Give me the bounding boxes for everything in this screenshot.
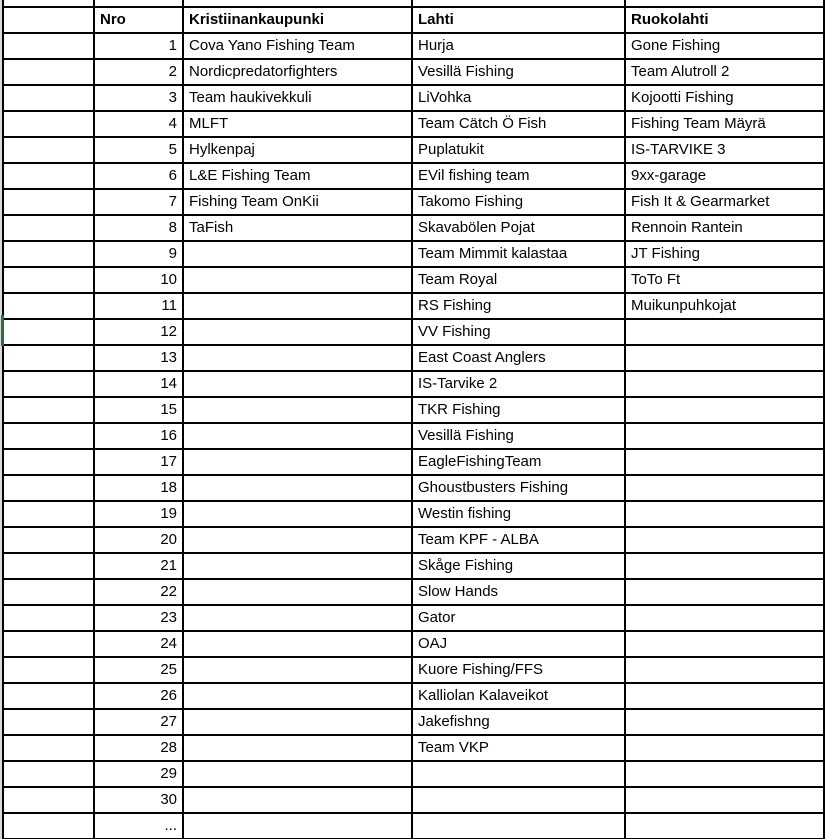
cell-blank[interactable] bbox=[3, 293, 94, 319]
cell-lahti[interactable]: IS-Tarvike 2 bbox=[412, 371, 625, 397]
cell-nro[interactable]: 27 bbox=[94, 709, 183, 735]
cell-lahti[interactable]: Team VKP bbox=[412, 735, 625, 761]
cell-ruokolahti[interactable] bbox=[625, 319, 824, 345]
table-row bbox=[3, 553, 824, 579]
cell-kristiinankaupunki[interactable]: Cova Yano Fishing Team bbox=[183, 33, 412, 59]
table-row bbox=[3, 735, 824, 761]
teams-table bbox=[2, 0, 825, 839]
table-row bbox=[3, 605, 824, 631]
table-row bbox=[3, 631, 824, 657]
header-ruokolahti[interactable]: Ruokolahti bbox=[625, 7, 824, 33]
cell-blank[interactable] bbox=[3, 85, 94, 111]
cell-lahti[interactable]: Puplatukit bbox=[412, 137, 625, 163]
cell-lahti[interactable]: LiVohka bbox=[412, 85, 625, 111]
cell-ruokolahti[interactable]: Gone Fishing bbox=[625, 33, 824, 59]
cell-kristiinankaupunki[interactable] bbox=[183, 371, 412, 397]
table-row bbox=[3, 267, 824, 293]
cell-ruokolahti[interactable] bbox=[625, 553, 824, 579]
cell-lahti[interactable]: VV Fishing bbox=[412, 319, 625, 345]
cell-ruokolahti[interactable]: Team Alutroll 2 bbox=[625, 59, 824, 85]
cell-blank[interactable] bbox=[183, 0, 412, 7]
table-row bbox=[3, 813, 824, 839]
cell-ruokolahti[interactable]: Muikunpuhkojat bbox=[625, 293, 824, 319]
cell-kristiinankaupunki[interactable] bbox=[183, 267, 412, 293]
table-row bbox=[3, 683, 824, 709]
cell-nro[interactable]: 6 bbox=[94, 163, 183, 189]
table-row bbox=[3, 761, 824, 787]
cell-ruokolahti[interactable] bbox=[625, 345, 824, 371]
table-row bbox=[3, 33, 824, 59]
cell-nro[interactable]: ... bbox=[94, 813, 183, 839]
cell-kristiinankaupunki[interactable] bbox=[183, 475, 412, 501]
cell-blank[interactable] bbox=[3, 267, 94, 293]
cell-ruokolahti[interactable] bbox=[625, 683, 824, 709]
cell-nro[interactable]: 14 bbox=[94, 371, 183, 397]
cell-kristiinankaupunki[interactable] bbox=[183, 683, 412, 709]
cell-blank[interactable] bbox=[3, 319, 94, 345]
cell-lahti[interactable]: RS Fishing bbox=[412, 293, 625, 319]
cell-kristiinankaupunki[interactable]: Nordicpredatorfighters bbox=[183, 59, 412, 85]
cell-blank[interactable] bbox=[3, 449, 94, 475]
cell-nro[interactable]: 11 bbox=[94, 293, 183, 319]
cell-ruokolahti[interactable] bbox=[625, 631, 824, 657]
cell-lahti[interactable] bbox=[412, 787, 625, 813]
cell-lahti[interactable]: TKR Fishing bbox=[412, 397, 625, 423]
table-row bbox=[3, 215, 824, 241]
cell-blank[interactable] bbox=[3, 345, 94, 371]
cell-kristiinankaupunki[interactable] bbox=[183, 345, 412, 371]
cell-nro[interactable]: 18 bbox=[94, 475, 183, 501]
cell-nro[interactable]: 7 bbox=[94, 189, 183, 215]
cell-lahti[interactable]: Takomo Fishing bbox=[412, 189, 625, 215]
cell-blank[interactable] bbox=[3, 137, 94, 163]
cell-nro[interactable]: 28 bbox=[94, 735, 183, 761]
cell-lahti[interactable]: Slow Hands bbox=[412, 579, 625, 605]
header-blank[interactable] bbox=[3, 7, 94, 33]
table-row bbox=[3, 787, 824, 813]
cell-lahti[interactable]: Westin fishing bbox=[412, 501, 625, 527]
table-row bbox=[3, 657, 824, 683]
cell-kristiinankaupunki[interactable] bbox=[183, 501, 412, 527]
cell-kristiinankaupunki[interactable] bbox=[183, 527, 412, 553]
cell-lahti[interactable]: Team Mimmit kalastaa bbox=[412, 241, 625, 267]
cell-nro[interactable]: 21 bbox=[94, 553, 183, 579]
cell-kristiinankaupunki[interactable] bbox=[183, 657, 412, 683]
cell-kristiinankaupunki[interactable] bbox=[183, 397, 412, 423]
cell-lahti[interactable] bbox=[412, 761, 625, 787]
cell-lahti[interactable]: Team Cätch Ö Fish bbox=[412, 111, 625, 137]
header-nro[interactable]: Nro bbox=[94, 7, 183, 33]
cell-ruokolahti[interactable] bbox=[625, 787, 824, 813]
cell-ruokolahti[interactable] bbox=[625, 423, 824, 449]
table-row bbox=[3, 475, 824, 501]
cell-nro[interactable]: 17 bbox=[94, 449, 183, 475]
cell-ruokolahti[interactable]: Rennoin Rantein bbox=[625, 215, 824, 241]
cell-ruokolahti[interactable] bbox=[625, 657, 824, 683]
cell-lahti[interactable]: Kuore Fishing/FFS bbox=[412, 657, 625, 683]
cell-ruokolahti[interactable]: 9xx-garage bbox=[625, 163, 824, 189]
cell-blank[interactable] bbox=[3, 709, 94, 735]
cell-ruokolahti[interactable]: Fish It & Gearmarket bbox=[625, 189, 824, 215]
cell-kristiinankaupunki[interactable] bbox=[183, 709, 412, 735]
cell-blank[interactable] bbox=[3, 605, 94, 631]
table-head bbox=[3, 0, 824, 33]
cell-nro[interactable]: 4 bbox=[94, 111, 183, 137]
table-row bbox=[3, 579, 824, 605]
cell-lahti[interactable]: Skåge Fishing bbox=[412, 553, 625, 579]
table-row bbox=[3, 85, 824, 111]
table-row bbox=[3, 527, 824, 553]
cell-nro[interactable]: 13 bbox=[94, 345, 183, 371]
header-row bbox=[3, 7, 824, 33]
cell-lahti[interactable]: Hurja bbox=[412, 33, 625, 59]
header-lahti[interactable]: Lahti bbox=[412, 7, 625, 33]
cell-ruokolahti[interactable]: Kojootti Fishing bbox=[625, 85, 824, 111]
cell-kristiinankaupunki[interactable] bbox=[183, 241, 412, 267]
table-row bbox=[3, 449, 824, 475]
cell-lahti[interactable]: EagleFishingTeam bbox=[412, 449, 625, 475]
table-row bbox=[3, 137, 824, 163]
cell-nro[interactable]: 25 bbox=[94, 657, 183, 683]
cell-ruokolahti[interactable] bbox=[625, 501, 824, 527]
cell-nro[interactable]: 16 bbox=[94, 423, 183, 449]
cell-blank[interactable] bbox=[3, 33, 94, 59]
cell-blank[interactable] bbox=[3, 683, 94, 709]
cell-blank[interactable] bbox=[3, 813, 94, 839]
cell-lahti[interactable]: Jakefishng bbox=[412, 709, 625, 735]
cell-blank[interactable] bbox=[3, 787, 94, 813]
table-row bbox=[3, 59, 824, 85]
cell-ruokolahti[interactable]: JT Fishing bbox=[625, 241, 824, 267]
cell-nro[interactable]: 23 bbox=[94, 605, 183, 631]
cell-blank[interactable] bbox=[3, 761, 94, 787]
table-body bbox=[3, 33, 824, 839]
cell-ruokolahti[interactable] bbox=[625, 735, 824, 761]
cell-ruokolahti[interactable] bbox=[625, 475, 824, 501]
cell-lahti[interactable]: Kalliolan Kalaveikot bbox=[412, 683, 625, 709]
cell-blank[interactable] bbox=[3, 189, 94, 215]
cell-nro[interactable]: 5 bbox=[94, 137, 183, 163]
table-row bbox=[3, 163, 824, 189]
cell-lahti[interactable]: Gator bbox=[412, 605, 625, 631]
cell-blank[interactable] bbox=[625, 0, 824, 7]
cell-lahti[interactable]: Team Royal bbox=[412, 267, 625, 293]
cell-kristiinankaupunki[interactable]: TaFish bbox=[183, 215, 412, 241]
cell-nro[interactable]: 26 bbox=[94, 683, 183, 709]
cell-ruokolahti[interactable]: IS-TARVIKE 3 bbox=[625, 137, 824, 163]
table-row bbox=[3, 709, 824, 735]
cell-ruokolahti[interactable] bbox=[625, 813, 824, 839]
cell-blank[interactable] bbox=[412, 0, 625, 7]
cell-lahti[interactable]: Ghoustbusters Fishing bbox=[412, 475, 625, 501]
cell-blank[interactable] bbox=[3, 397, 94, 423]
cell-kristiinankaupunki[interactable]: Fishing Team OnKii bbox=[183, 189, 412, 215]
cell-ruokolahti[interactable] bbox=[625, 709, 824, 735]
cell-blank[interactable] bbox=[3, 501, 94, 527]
table-row bbox=[3, 423, 824, 449]
cell-nro[interactable]: 15 bbox=[94, 397, 183, 423]
cell-blank[interactable] bbox=[3, 163, 94, 189]
cell-blank[interactable] bbox=[3, 579, 94, 605]
cell-ruokolahti[interactable] bbox=[625, 449, 824, 475]
table-row bbox=[3, 241, 824, 267]
cell-kristiinankaupunki[interactable] bbox=[183, 579, 412, 605]
cell-ruokolahti[interactable] bbox=[625, 527, 824, 553]
cell-blank[interactable] bbox=[3, 423, 94, 449]
cell-blank[interactable] bbox=[3, 0, 94, 7]
cell-nro[interactable]: 1 bbox=[94, 33, 183, 59]
cell-kristiinankaupunki[interactable] bbox=[183, 761, 412, 787]
cell-blank[interactable] bbox=[3, 657, 94, 683]
cell-nro[interactable]: 9 bbox=[94, 241, 183, 267]
cell-ruokolahti[interactable] bbox=[625, 605, 824, 631]
cell-kristiinankaupunki[interactable] bbox=[183, 787, 412, 813]
cell-lahti[interactable] bbox=[412, 813, 625, 839]
cell-ruokolahti[interactable] bbox=[625, 371, 824, 397]
cell-nro[interactable]: 10 bbox=[94, 267, 183, 293]
cell-kristiinankaupunki[interactable] bbox=[183, 293, 412, 319]
cell-ruokolahti[interactable] bbox=[625, 761, 824, 787]
cell-blank[interactable] bbox=[94, 0, 183, 7]
table-row bbox=[3, 189, 824, 215]
cell-blank[interactable] bbox=[3, 241, 94, 267]
cell-nro[interactable]: 29 bbox=[94, 761, 183, 787]
cell-nro[interactable]: 2 bbox=[94, 59, 183, 85]
table-row bbox=[3, 501, 824, 527]
cell-kristiinankaupunki[interactable] bbox=[183, 553, 412, 579]
cell-nro[interactable]: 3 bbox=[94, 85, 183, 111]
cell-lahti[interactable]: East Coast Anglers bbox=[412, 345, 625, 371]
cell-blank[interactable] bbox=[3, 215, 94, 241]
active-cell-border bbox=[1, 315, 4, 346]
partial-top-row bbox=[3, 0, 824, 7]
cell-blank[interactable] bbox=[3, 59, 94, 85]
cell-ruokolahti[interactable]: ToTo Ft bbox=[625, 267, 824, 293]
cell-kristiinankaupunki[interactable] bbox=[183, 449, 412, 475]
table-row bbox=[3, 293, 824, 319]
cell-ruokolahti[interactable]: Fishing Team Mäyrä bbox=[625, 111, 824, 137]
table-row bbox=[3, 111, 824, 137]
cell-nro[interactable]: 12 bbox=[94, 319, 183, 345]
cell-nro[interactable]: 20 bbox=[94, 527, 183, 553]
cell-nro[interactable]: 24 bbox=[94, 631, 183, 657]
cell-blank[interactable] bbox=[3, 111, 94, 137]
cell-kristiinankaupunki[interactable] bbox=[183, 631, 412, 657]
cell-ruokolahti[interactable] bbox=[625, 397, 824, 423]
cell-kristiinankaupunki[interactable] bbox=[183, 605, 412, 631]
cell-blank[interactable] bbox=[3, 475, 94, 501]
cell-lahti[interactable]: EVil fishing team bbox=[412, 163, 625, 189]
table-row bbox=[3, 397, 824, 423]
table-row bbox=[3, 319, 824, 345]
cell-nro[interactable]: 30 bbox=[94, 787, 183, 813]
cell-kristiinankaupunki[interactable] bbox=[183, 319, 412, 345]
cell-lahti[interactable]: OAJ bbox=[412, 631, 625, 657]
header-kristiinankaupunki[interactable]: Kristiinankaupunki bbox=[183, 7, 412, 33]
cell-lahti[interactable]: Team KPF - ALBA bbox=[412, 527, 625, 553]
cell-lahti[interactable]: Vesillä Fishing bbox=[412, 423, 625, 449]
cell-blank[interactable] bbox=[3, 631, 94, 657]
table-row bbox=[3, 345, 824, 371]
cell-nro[interactable]: 19 bbox=[94, 501, 183, 527]
cell-blank[interactable] bbox=[3, 553, 94, 579]
cell-blank[interactable] bbox=[3, 371, 94, 397]
cell-nro[interactable]: 8 bbox=[94, 215, 183, 241]
cell-blank[interactable] bbox=[3, 527, 94, 553]
cell-lahti[interactable]: Vesillä Fishing bbox=[412, 59, 625, 85]
cell-kristiinankaupunki[interactable]: Team haukivekkuli bbox=[183, 85, 412, 111]
cell-nro[interactable]: 22 bbox=[94, 579, 183, 605]
cell-blank[interactable] bbox=[3, 735, 94, 761]
cell-kristiinankaupunki[interactable] bbox=[183, 735, 412, 761]
cell-ruokolahti[interactable] bbox=[625, 579, 824, 605]
cell-kristiinankaupunki[interactable] bbox=[183, 423, 412, 449]
cell-kristiinankaupunki[interactable]: MLFT bbox=[183, 111, 412, 137]
cell-lahti[interactable]: Skavabölen Pojat bbox=[412, 215, 625, 241]
cell-kristiinankaupunki[interactable]: Hylkenpaj bbox=[183, 137, 412, 163]
cell-kristiinankaupunki[interactable] bbox=[183, 813, 412, 839]
cell-kristiinankaupunki[interactable]: L&E Fishing Team bbox=[183, 163, 412, 189]
table-row bbox=[3, 371, 824, 397]
